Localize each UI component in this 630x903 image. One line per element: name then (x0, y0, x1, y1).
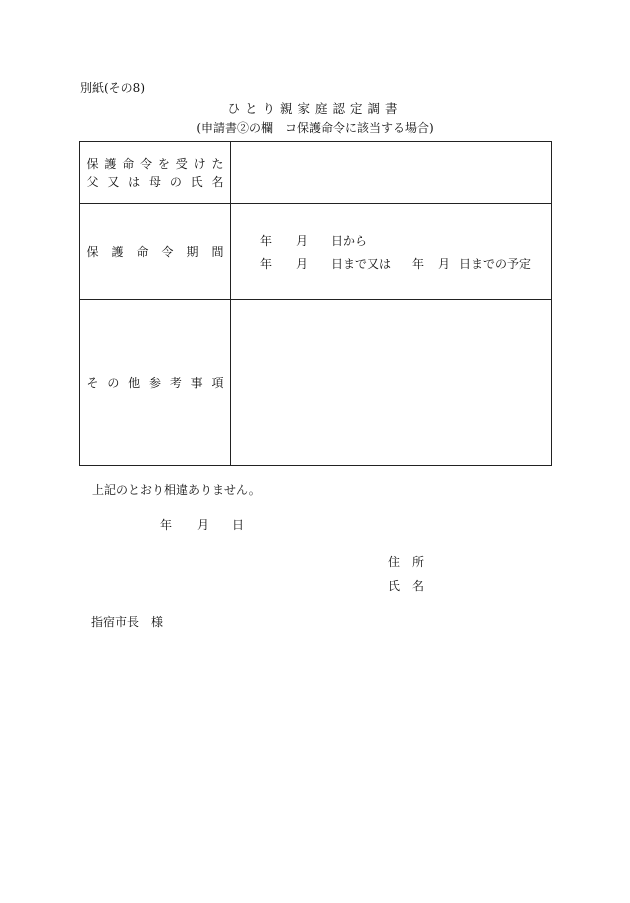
date-month: 月 (197, 518, 210, 532)
protection-period-label-text: 保護命令期間 (86, 245, 224, 259)
period-planned-year: 年 (412, 257, 425, 271)
other-notes-label (80, 300, 231, 466)
parent-name-label-line1: 保護命令を受けた (86, 156, 224, 171)
address-label: 住 所 (388, 555, 425, 569)
parent-name-label (80, 142, 231, 204)
certification-form-table (79, 141, 552, 466)
period-from-month: 月 (296, 234, 309, 248)
parent-name-field[interactable] (231, 142, 552, 204)
parent-name-label-line2: 父又は母の氏名 (86, 174, 224, 189)
period-to-year: 年 (260, 257, 273, 271)
protection-period-label (80, 204, 231, 300)
attachment-number: 別紙(その8) (80, 81, 145, 95)
period-from-day: 日から (331, 234, 368, 248)
addressee: 指宿市長 様 (91, 615, 164, 629)
date-year: 年 (160, 518, 173, 532)
period-planned-day: 日までの予定 (459, 257, 532, 271)
declaration-text: 上記のとおり相違ありません。 (92, 483, 261, 497)
document-title: ひとり親家庭認定調書 (227, 101, 403, 116)
table-row-protection-period (80, 204, 552, 300)
protection-period-field[interactable] (231, 204, 552, 300)
table-row-parent-name (80, 142, 552, 204)
period-from-year: 年 (260, 234, 273, 248)
other-notes-field[interactable] (231, 300, 552, 466)
document-subtitle: (申請書②の欄 コ保護命令に該当する場合) (196, 121, 434, 135)
date-day: 日 (232, 518, 245, 532)
period-planned-month: 月 (438, 257, 451, 271)
period-to-day: 日まで又は (331, 257, 392, 271)
table-row-other-notes (80, 300, 552, 466)
period-to-month: 月 (296, 257, 309, 271)
name-label: 氏 名 (388, 579, 425, 593)
other-notes-label-text: その他参考事項 (86, 376, 224, 390)
